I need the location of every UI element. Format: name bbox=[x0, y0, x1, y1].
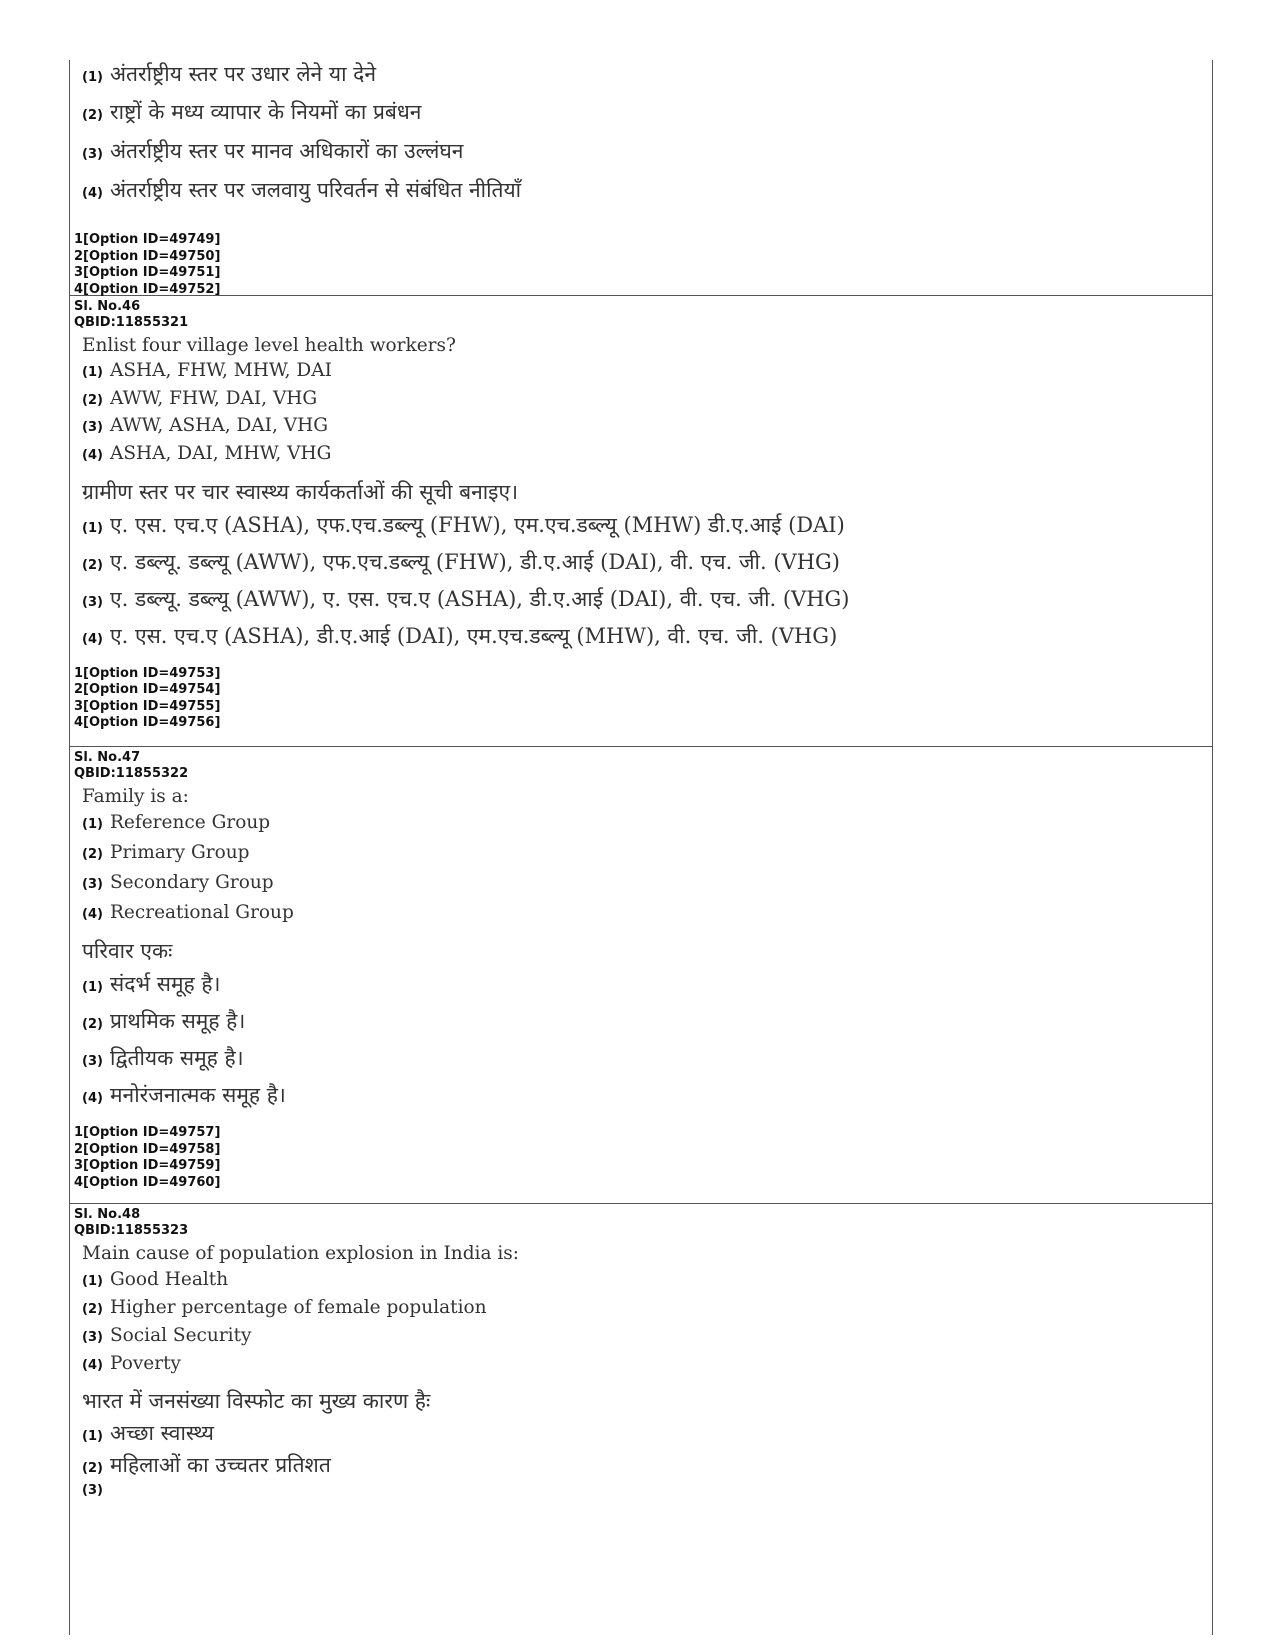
option-text: ए. एस. एच.ए (ASHA), डी.ए.आई (DAI), एम.एच.डब्ल्यू (MHW), वी. एच. जी. (VHG) bbox=[110, 623, 838, 648]
question-block-45-continued bbox=[70, 60, 1212, 296]
option-id: 4[Option ID=49760] bbox=[74, 1174, 221, 1190]
question-en: Main cause of population explosion in India is: bbox=[82, 1243, 520, 1264]
option-number: (3) bbox=[82, 594, 103, 610]
option-id: 4[Option ID=49752] bbox=[74, 281, 221, 297]
hi-option-4 bbox=[70, 176, 1212, 224]
option-id: 2[Option ID=49754] bbox=[74, 682, 221, 697]
option-text: मनोरंजनात्मक समूह है। bbox=[110, 1083, 286, 1107]
hi-option-3 bbox=[70, 137, 1212, 176]
option-text: Poverty bbox=[110, 1353, 181, 1374]
option-text: महिलाओं का उच्चतर प्रतिशत bbox=[110, 1453, 331, 1477]
option-text: द्वितीयक समूह है। bbox=[110, 1046, 244, 1070]
en-option-2 bbox=[70, 842, 1212, 872]
hi-option-2 bbox=[70, 98, 1212, 137]
question-block-48 bbox=[70, 1204, 1212, 1532]
question-block-47 bbox=[70, 747, 1212, 1204]
question-hi: परिवार एकः bbox=[82, 939, 173, 963]
option-number: (4) bbox=[82, 1091, 103, 1106]
option-number: (1) bbox=[82, 520, 103, 536]
option-text: Primary Group bbox=[110, 842, 250, 863]
option-id: 4[Option ID=49756] bbox=[74, 715, 221, 730]
option-number: (1) bbox=[82, 70, 103, 85]
question-block-46 bbox=[70, 296, 1212, 747]
option-number: (4) bbox=[82, 631, 103, 647]
option-number: (2) bbox=[82, 1017, 103, 1032]
option-text: अंतर्राष्ट्रीय स्तर पर जलवायु परिवर्तन से संबंधित नीतियाँ bbox=[110, 178, 522, 202]
option-number: (4) bbox=[82, 186, 103, 201]
option-number: (3) bbox=[82, 1483, 103, 1498]
question-hi: ग्रामीण स्तर पर चार स्वास्थ्य कार्यकर्ताओं की सूची बनाइए। bbox=[82, 479, 519, 504]
option-number: (1) bbox=[82, 1429, 103, 1444]
option-text: AWW, FHW, DAI, VHG bbox=[110, 387, 318, 409]
question-hi: भारत में जनसंख्या विस्फोट का मुख्य कारण हैः bbox=[82, 1389, 431, 1413]
hi-option-1 bbox=[70, 970, 1212, 1007]
qbid: QBID:11855323 bbox=[74, 1223, 189, 1238]
hi-option-2 bbox=[70, 1007, 1212, 1044]
hi-option-3 bbox=[70, 1483, 1212, 1513]
option-text: Good Health bbox=[110, 1269, 229, 1290]
serial-number: Sl. No.47 bbox=[74, 750, 141, 765]
option-number: (1) bbox=[82, 365, 103, 380]
option-id: 3[Option ID=49759] bbox=[74, 1158, 221, 1173]
option-text: प्राथमिक समूह है। bbox=[110, 1009, 246, 1033]
option-text: Social Security bbox=[110, 1325, 252, 1346]
option-number: (2) bbox=[82, 1461, 103, 1476]
option-text: ASHA, FHW, MHW, DAI bbox=[110, 360, 332, 381]
option-number: (3) bbox=[82, 420, 103, 435]
serial-number: Sl. No.48 bbox=[74, 1207, 141, 1222]
option-number: (3) bbox=[82, 877, 103, 892]
en-option-4 bbox=[70, 1353, 1212, 1383]
option-id: 1[Option ID=49753] bbox=[74, 665, 221, 681]
option-text: Recreational Group bbox=[110, 902, 294, 923]
option-text: अंतर्राष्ट्रीय स्तर पर मानव अधिकारों का उल्लंघन bbox=[110, 139, 464, 163]
question-paper-page bbox=[69, 60, 1213, 1635]
en-option-3 bbox=[70, 415, 1212, 443]
question-en: Enlist four village level health workers? bbox=[82, 335, 456, 356]
option-text: ASHA, DAI, MHW, VHG bbox=[110, 442, 332, 464]
option-id: 3[Option ID=49755] bbox=[74, 698, 221, 714]
en-option-1 bbox=[70, 360, 1212, 388]
option-id-list bbox=[70, 224, 1212, 298]
qbid: QBID:11855321 bbox=[74, 315, 189, 330]
option-number: (2) bbox=[82, 1302, 103, 1317]
hi-option-1 bbox=[70, 511, 1212, 548]
hi-option-2 bbox=[70, 548, 1212, 585]
option-number: (1) bbox=[82, 1274, 103, 1289]
option-text: ए. एस. एच.ए (ASHA), एफ.एच.डब्ल्यू (FHW), एम.एच.डब्ल्यू (MHW) डी.ए.आई (DAI) bbox=[110, 512, 845, 537]
option-number: (2) bbox=[82, 847, 103, 862]
en-option-2 bbox=[70, 388, 1212, 416]
option-id: 3[Option ID=49751] bbox=[74, 265, 221, 280]
option-number: (2) bbox=[82, 557, 103, 573]
option-number: (4) bbox=[82, 447, 103, 463]
hi-option-2 bbox=[70, 1451, 1212, 1483]
option-text: AWW, ASHA, DAI, VHG bbox=[110, 415, 328, 436]
en-option-3 bbox=[70, 1325, 1212, 1353]
option-text: Reference Group bbox=[110, 812, 271, 833]
option-text: Secondary Group bbox=[110, 872, 274, 893]
option-id-list bbox=[70, 666, 1212, 732]
option-number: (4) bbox=[82, 907, 103, 922]
option-number: (3) bbox=[82, 147, 103, 162]
option-number: (1) bbox=[82, 980, 103, 995]
hi-option-3 bbox=[70, 585, 1212, 622]
en-option-1 bbox=[70, 1269, 1212, 1297]
hi-option-4 bbox=[70, 1081, 1212, 1125]
en-option-1 bbox=[70, 812, 1212, 842]
option-number: (4) bbox=[82, 1358, 103, 1373]
hi-option-1 bbox=[70, 1419, 1212, 1451]
qbid: QBID:11855322 bbox=[74, 766, 189, 781]
en-option-3 bbox=[70, 872, 1212, 902]
question-en: Family is a: bbox=[82, 786, 189, 807]
en-option-2 bbox=[70, 1297, 1212, 1325]
option-number: (2) bbox=[82, 108, 103, 123]
option-id: 1[Option ID=49757] bbox=[74, 1125, 221, 1140]
option-number: (2) bbox=[82, 392, 103, 408]
option-text: संदर्भ समूह है। bbox=[110, 972, 221, 996]
hi-option-4 bbox=[70, 622, 1212, 666]
option-text: अंतर्राष्ट्रीय स्तर पर उधार लेने या देने bbox=[110, 62, 376, 86]
serial-number: Sl. No.46 bbox=[74, 299, 141, 314]
option-text: अच्छा स्वास्थ्य bbox=[110, 1421, 214, 1445]
option-id: 2[Option ID=49758] bbox=[74, 1141, 221, 1157]
option-text: राष्ट्रों के मध्य व्यापार के नियमों का प्रबंधन bbox=[110, 100, 422, 124]
option-id-list bbox=[70, 1125, 1212, 1191]
hi-option-3 bbox=[70, 1044, 1212, 1081]
hi-option-1 bbox=[70, 60, 1212, 98]
option-number: (3) bbox=[82, 1054, 103, 1069]
option-id: 2[Option ID=49750] bbox=[74, 248, 221, 264]
option-number: (3) bbox=[82, 1330, 103, 1345]
option-id: 1[Option ID=49749] bbox=[74, 232, 221, 247]
option-number: (1) bbox=[82, 817, 103, 832]
option-text: ए. डब्ल्यू. डब्ल्यू (AWW), ए. एस. एच.ए (ASHA), डी.ए.आई (DAI), वी. एच. जी. (VHG) bbox=[110, 586, 850, 611]
en-option-4 bbox=[70, 902, 1212, 932]
en-option-4 bbox=[70, 443, 1212, 473]
option-text: Higher percentage of female population bbox=[110, 1297, 487, 1318]
option-text: ए. डब्ल्यू. डब्ल्यू (AWW), एफ.एच.डब्ल्यू (FHW), डी.ए.आई (DAI), वी. एच. जी. (VHG) bbox=[110, 549, 840, 574]
